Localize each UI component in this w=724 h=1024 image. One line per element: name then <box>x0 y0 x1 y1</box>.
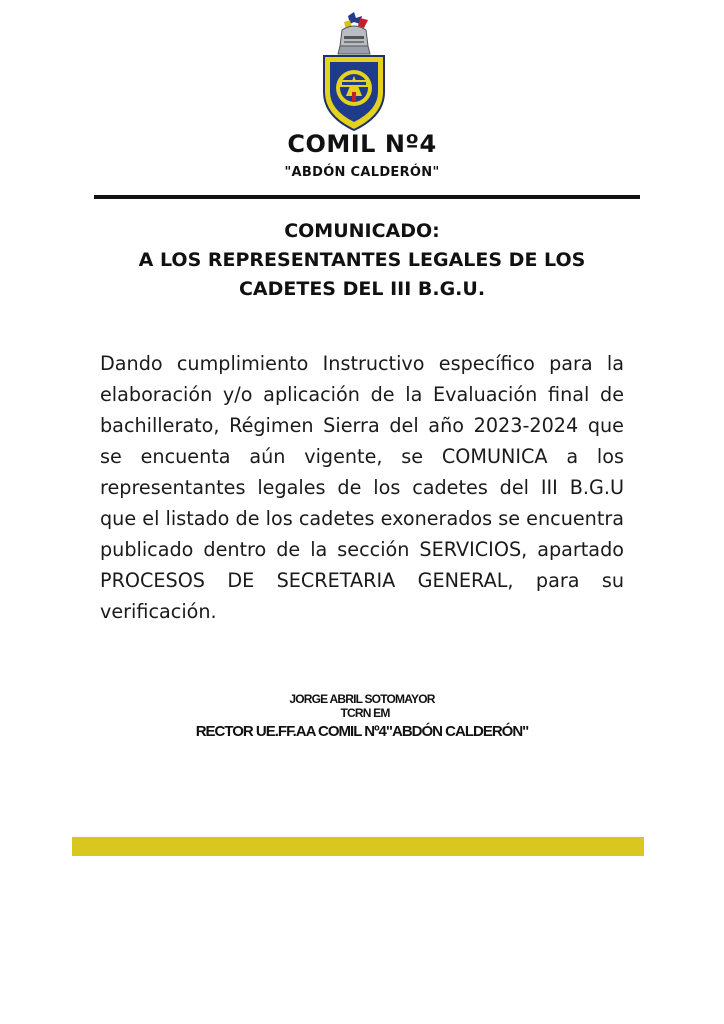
communique-title <box>80 217 644 304</box>
title-line-1: COMUNICADO: <box>284 220 440 242</box>
school-crest-icon <box>318 12 390 132</box>
communique-body: Dando cumplimiento Instructivo específico para la elaboración y/o aplicación de la Evaluación final de bachillerato, Régimen Sierra del año 2023-2024 que se encuenta aún vigente, se COMUNICA a los representantes legales de los cadetes del III B.G.U que el listado de los cadetes exonerados se encuentra publicado dentro de la sección SERVICIOS, apartado PROCESOS DE SECRETARIA GENERAL, para su verificación. <box>100 352 624 623</box>
header-divider <box>94 195 640 199</box>
school-name: COMIL Nº4 <box>287 130 437 158</box>
signatory-name: JORGE ABRIL SOTOMAYOR <box>289 692 435 706</box>
school-subtitle: "ABDÓN CALDERÓN" <box>284 165 440 180</box>
title-line-3: CADETES DEL III B.G.U. <box>238 278 486 300</box>
signature-block <box>0 692 724 741</box>
signatory-title: RECTOR UE.FF.AA COMIL Nº4"ABDÓN CALDERÓN" <box>195 723 529 740</box>
footer-accent-bar <box>72 837 644 856</box>
title-line-2: A LOS REPRESENTANTES LEGALES DE LOS <box>138 249 586 271</box>
signatory-rank: TCRN EM <box>340 706 390 720</box>
